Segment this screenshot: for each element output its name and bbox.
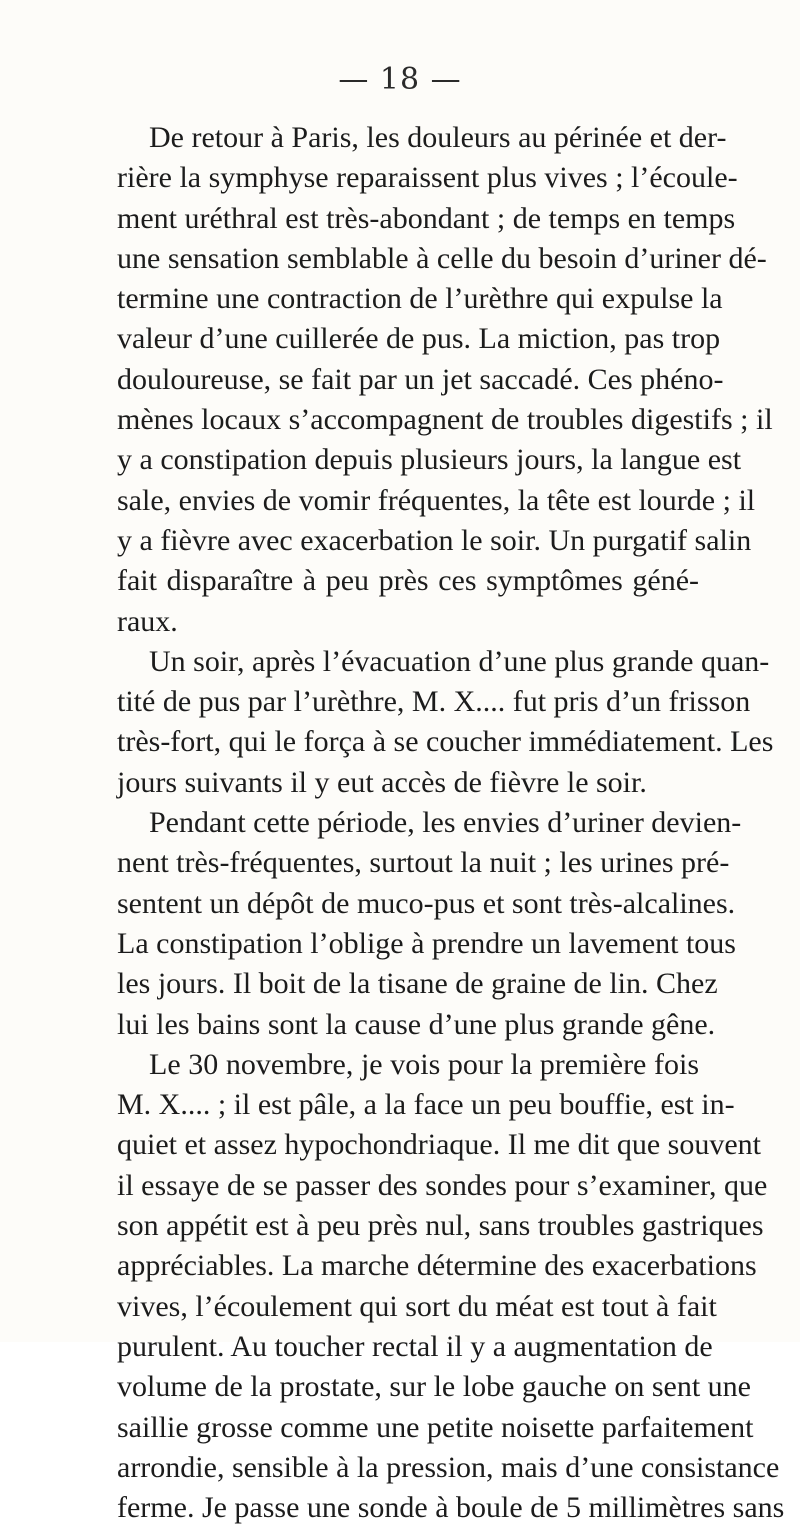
text-line: ment uréthral est très-abondant ; de temps en temps (117, 201, 736, 235)
text-line: fait disparaître à peu près ces symptômes géné- (117, 564, 699, 598)
text-line: Un soir, après l’évacuation d’une plus grande quan- (149, 644, 770, 678)
text-line: y a constipation depuis plusieurs jours, la langue est (117, 443, 742, 477)
text-line: jours suivants il y eut accès de fièvre le soir. (117, 765, 647, 799)
text-line: appréciables. La marche détermine des exacerbations (117, 1249, 757, 1283)
page-number: — 18 — (338, 62, 462, 97)
text-line: M. X.... ; il est pâle, a la face un peu bouffie, est in- (117, 1088, 735, 1122)
text-line: y a fièvre avec exacerbation le soir. Un purgatif salin (117, 523, 752, 557)
text-line: tité de pus par l’urèthre, M. X.... fut pris d’un frisson (117, 685, 751, 719)
text-line: il essaye de se passer des sondes pour s’examiner, que (117, 1168, 768, 1202)
text-line: Le 30 novembre, je vois pour la première fois (149, 1047, 699, 1081)
text-line: douloureuse, se fait par un jet saccadé. Ces phéno- (117, 362, 724, 396)
text-line: mènes locaux s’accompagnent de troubles digestifs ; il (117, 403, 773, 437)
text-line: arrondie, sensible à la pression, mais d’une consistance (117, 1450, 780, 1484)
text-line: Pendant cette période, les envies d’uriner devien- (149, 806, 742, 840)
text-line: quiet et assez hypochondriaque. Il me dit que souvent (117, 1128, 761, 1162)
text-line: raux. (117, 604, 178, 638)
body-text (117, 118, 785, 1528)
text-line: De retour à Paris, les douleurs au périnée et der- (149, 121, 727, 154)
text-line: rière la symphyse reparaissent plus vives ; l’écoule- (117, 161, 738, 195)
text-line: volume de la prostate, sur le lobe gauche on sent une (117, 1370, 751, 1404)
text-line: très-fort, qui le força à se coucher immédiatement. Les (117, 725, 774, 759)
text-line: La constipation l’oblige à prendre un lavement tous (117, 926, 736, 960)
text-line: son appétit est à peu près nul, sans troubles gastriques (117, 1209, 764, 1243)
text-line: sentent un dépôt de muco-pus et sont très-alcalines. (117, 886, 736, 920)
text-line: termine une contraction de l’urèthre qui expulse la (117, 282, 723, 316)
text-line: valeur d’une cuillerée de pus. La miction, pas trop (117, 322, 721, 356)
text-line: ferme. Je passe une sonde à boule de 5 millimètres sans (117, 1491, 785, 1525)
text-line: une sensation semblable à celle du besoin d’uriner dé- (117, 241, 767, 275)
text-line: lui les bains sont la cause d’une plus grande gêne. (117, 1007, 716, 1041)
text-line: saillie grosse comme une petite noisette parfaitement (117, 1410, 754, 1444)
text-line: vives, l’écoulement qui sort du méat est tout à fait (117, 1289, 717, 1323)
text-line: les jours. Il boit de la tisane de graine de lin. Chez (117, 967, 718, 1001)
text-line: purulent. Au toucher rectal il y a augmentation de (117, 1329, 713, 1363)
text-line: nent très-fréquentes, surtout la nuit ; les urines pré- (117, 846, 730, 880)
text-line: sale, envies de vomir fréquentes, la tête est lourde ; il (117, 483, 756, 517)
